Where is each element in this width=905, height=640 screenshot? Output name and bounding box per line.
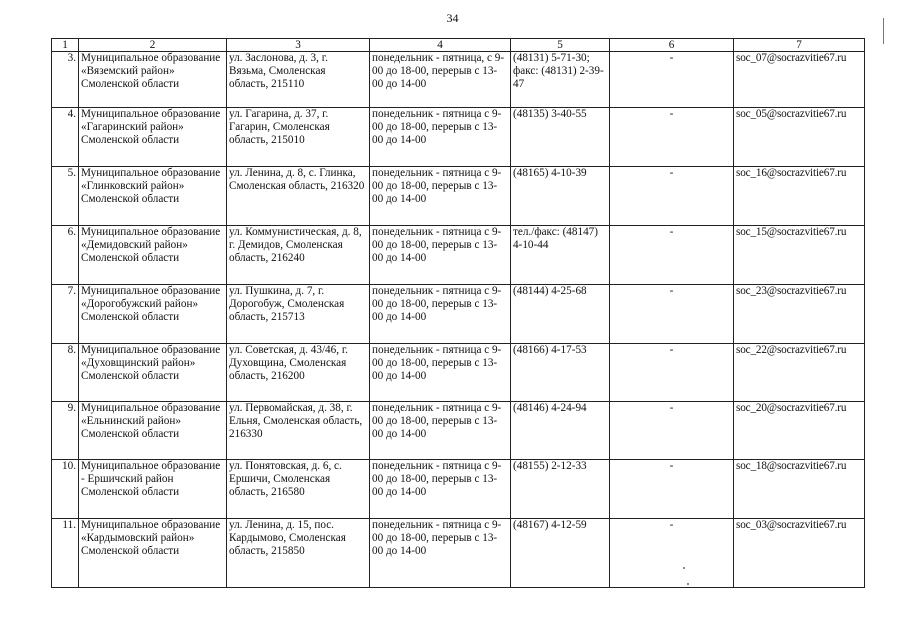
- address: ул. Заслонова, д. 3, г. Вязьма, Смоленская область, 215110: [227, 52, 370, 108]
- extra-contact: -: [610, 167, 734, 226]
- municipality-name: Муниципальное образование «Вяземский район» Смоленской области: [79, 52, 227, 108]
- row-number: 10.: [52, 460, 79, 519]
- municipality-name: Муниципальное образование «Демидовский район» Смоленской области: [79, 226, 227, 285]
- phone: (48166) 4-17-53: [511, 344, 610, 402]
- row-number: 9.: [52, 402, 79, 460]
- address: ул. Понятовская, д. 6, с. Ершичи, Смоленская область, 216580: [227, 460, 370, 519]
- table-row: [52, 344, 865, 402]
- email: soc_03@socrazvitie67.ru: [734, 519, 865, 588]
- working-hours: понедельник - пятница с 9-00 до 18-00, перерыв с 13-00 до 14-00: [370, 226, 511, 285]
- row-number: 8.: [52, 344, 79, 402]
- contacts-table: [51, 38, 865, 588]
- phone: (48131) 5-71-30; факс: (48131) 2-39-47: [511, 52, 610, 108]
- address: ул. Советская, д. 43/46, г. Духовщина, Смоленская область, 216200: [227, 344, 370, 402]
- column-header: 5: [511, 39, 610, 52]
- extra-contact: -: [610, 519, 734, 588]
- municipality-name: Муниципальное образование - Ершичский район Смоленской области: [79, 460, 227, 519]
- working-hours: понедельник - пятница, с 9-00 до 18-00, перерыв с 13-00 до 14-00: [370, 52, 511, 108]
- column-header: 6: [610, 39, 734, 52]
- address: ул. Гагарина, д. 37, г. Гагарин, Смоленская область, 215010: [227, 108, 370, 167]
- working-hours: понедельник - пятница с 9-00 до 18-00, перерыв с 13-00 до 14-00: [370, 344, 511, 402]
- extra-contact: -: [610, 344, 734, 402]
- page-number: 34: [446, 11, 459, 25]
- address: ул. Коммунистическая, д. 8, г. Демидов, Смоленская область, 216240: [227, 226, 370, 285]
- table-row: [52, 519, 865, 588]
- extra-contact: -: [610, 402, 734, 460]
- phone: (48167) 4-12-59: [511, 519, 610, 588]
- working-hours: понедельник - пятница с 9-00 до 18-00, перерыв с 13-00 до 14-00: [370, 167, 511, 226]
- municipality-name: Муниципальное образование «Кардымовский район» Смоленской области: [79, 519, 227, 588]
- row-number: 6.: [52, 226, 79, 285]
- table-header-row: [52, 39, 865, 52]
- extra-contact: -: [610, 108, 734, 167]
- extra-contact: -: [610, 285, 734, 344]
- phone: (48165) 4-10-39: [511, 167, 610, 226]
- scan-speck: [683, 567, 685, 569]
- phone: (48155) 2-12-33: [511, 460, 610, 519]
- table-row: [52, 108, 865, 167]
- phone: (48135) 3-40-55: [511, 108, 610, 167]
- municipality-name: Муниципальное образование «Гагаринский район» Смоленской области: [79, 108, 227, 167]
- row-number: 3.: [52, 52, 79, 108]
- scan-margin-mark: [883, 18, 884, 44]
- working-hours: понедельник - пятница с 9-00 до 18-00, перерыв с 13-00 до 14-00: [370, 519, 511, 588]
- extra-contact: -: [610, 226, 734, 285]
- email: soc_16@socrazvitie67.ru: [734, 167, 865, 226]
- phone: (48144) 4-25-68: [511, 285, 610, 344]
- email: soc_23@socrazvitie67.ru: [734, 285, 865, 344]
- table-row: [52, 52, 865, 108]
- table-row: [52, 460, 865, 519]
- municipality-name: Муниципальное образование «Духовщинский район» Смоленской области: [79, 344, 227, 402]
- column-header: 2: [79, 39, 227, 52]
- column-header: 4: [370, 39, 511, 52]
- column-header: 1: [52, 39, 79, 52]
- table-row: [52, 402, 865, 460]
- email: soc_07@socrazvitie67.ru: [734, 52, 865, 108]
- email: soc_22@socrazvitie67.ru: [734, 344, 865, 402]
- table-row: [52, 167, 865, 226]
- address: ул. Ленина, д. 8, с. Глинка, Смоленская область, 216320: [227, 167, 370, 226]
- email: soc_18@socrazvitie67.ru: [734, 460, 865, 519]
- row-number: 4.: [52, 108, 79, 167]
- email: soc_15@socrazvitie67.ru: [734, 226, 865, 285]
- phone: (48146) 4-24-94: [511, 402, 610, 460]
- column-header: 7: [734, 39, 865, 52]
- table-row: [52, 226, 865, 285]
- address: ул. Ленина, д. 15, пос. Кардымово, Смоленская область, 215850: [227, 519, 370, 588]
- row-number: 7.: [52, 285, 79, 344]
- working-hours: понедельник - пятница с 9-00 до 18-00, перерыв с 13-00 до 14-00: [370, 108, 511, 167]
- row-number: 11.: [52, 519, 79, 588]
- municipality-name: Муниципальное образование «Дорогобужский район» Смоленской области: [79, 285, 227, 344]
- table-row: [52, 285, 865, 344]
- extra-contact: -: [610, 52, 734, 108]
- working-hours: понедельник - пятница с 9-00 до 18-00, перерыв с 13-00 до 14-00: [370, 402, 511, 460]
- row-number: 5.: [52, 167, 79, 226]
- email: soc_20@socrazvitie67.ru: [734, 402, 865, 460]
- municipality-name: Муниципальное образование «Ельнинский район» Смоленской области: [79, 402, 227, 460]
- working-hours: понедельник - пятница с 9-00 до 18-00, перерыв с 13-00 до 14-00: [370, 285, 511, 344]
- phone: тел./факс: (48147) 4-10-44: [511, 226, 610, 285]
- scan-speck: [687, 583, 689, 585]
- column-header: 3: [227, 39, 370, 52]
- municipality-name: Муниципальное образование «Глинковский район» Смоленской области: [79, 167, 227, 226]
- email: soc_05@socrazvitie67.ru: [734, 108, 865, 167]
- address: ул. Первомайская, д. 38, г. Ельня, Смоленская область, 216330: [227, 402, 370, 460]
- extra-contact: -: [610, 460, 734, 519]
- working-hours: понедельник - пятница с 9-00 до 18-00, перерыв с 13-00 до 14-00: [370, 460, 511, 519]
- address: ул. Пушкина, д. 7, г. Дорогобуж, Смоленская область, 215713: [227, 285, 370, 344]
